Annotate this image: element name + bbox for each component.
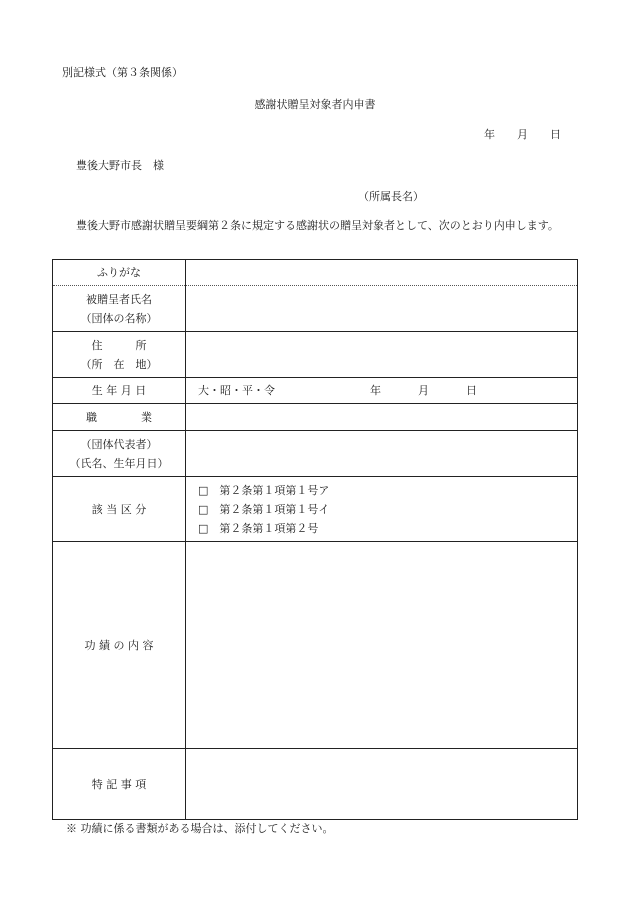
row-occupation <box>53 404 578 431</box>
affiliation-name: （所属長名） <box>358 190 424 203</box>
row-recipient-name <box>53 286 578 332</box>
category-options <box>186 477 578 542</box>
occupation-label: 職 業 <box>53 404 186 431</box>
representative-label-line1: （団体代表者） <box>80 437 158 451</box>
category-label: 該 当 区 分 <box>53 477 186 542</box>
category-option-1a[interactable]: □ 第２条第１項第１号ア <box>198 483 330 497</box>
application-form-table <box>52 259 578 820</box>
row-achievements <box>53 542 578 749</box>
date-line <box>484 128 561 141</box>
date-day: 日 <box>550 128 561 141</box>
birth-month-unit: 月 <box>418 383 429 397</box>
date-year: 年 <box>484 128 495 141</box>
row-remarks <box>53 749 578 820</box>
row-representative <box>53 431 578 477</box>
category-option-2[interactable]: □ 第２条第１項第２号 <box>198 521 319 535</box>
recipient-name-label <box>53 286 186 332</box>
address-field[interactable] <box>186 332 578 378</box>
row-address <box>53 332 578 378</box>
date-month: 月 <box>517 128 528 141</box>
recipient-name-label-line1: 被贈呈者氏名 <box>86 292 152 306</box>
recipient-name-label-line2: （団体の名称） <box>80 311 158 325</box>
furigana-label: ふりがな <box>53 260 186 286</box>
birth-era-options: 大・昭・平・令 <box>198 383 275 397</box>
birthdate-label: 生 年 月 日 <box>53 378 186 404</box>
furigana-field[interactable] <box>186 260 578 286</box>
birth-year-unit: 年 <box>370 383 381 397</box>
achievements-label: 功 績 の 内 容 <box>53 542 186 749</box>
recipient-name-field[interactable] <box>186 286 578 332</box>
footnote: ※ 功績に係る書類がある場合は、添付してください。 <box>66 822 334 835</box>
row-furigana <box>53 260 578 286</box>
occupation-field[interactable] <box>186 404 578 431</box>
category-option-1i[interactable]: □ 第２条第１項第１号イ <box>198 502 330 516</box>
address-label-line2: （所 在 地） <box>80 357 158 371</box>
address-label <box>53 332 186 378</box>
achievements-field[interactable] <box>186 542 578 749</box>
document-title: 感謝状贈呈対象者内申書 <box>254 98 376 111</box>
addressee: 豊後大野市長 様 <box>76 159 164 172</box>
body-text: 豊後大野市感謝状贈呈要綱第２条に規定する感謝状の贈呈対象者として、次のとおり内申します。 <box>76 219 559 232</box>
remarks-field[interactable] <box>186 749 578 820</box>
birthdate-field[interactable] <box>186 378 578 404</box>
birth-day-unit: 日 <box>466 383 477 397</box>
remarks-label: 特 記 事 項 <box>53 749 186 820</box>
address-label-line1: 住 所 <box>91 338 147 352</box>
form-reference: 別記様式（第３条関係） <box>62 66 183 79</box>
representative-field[interactable] <box>186 431 578 477</box>
representative-label <box>53 431 186 477</box>
row-birthdate <box>53 378 578 404</box>
row-category <box>53 477 578 542</box>
representative-label-line2: （氏名、生年月日） <box>69 456 169 470</box>
